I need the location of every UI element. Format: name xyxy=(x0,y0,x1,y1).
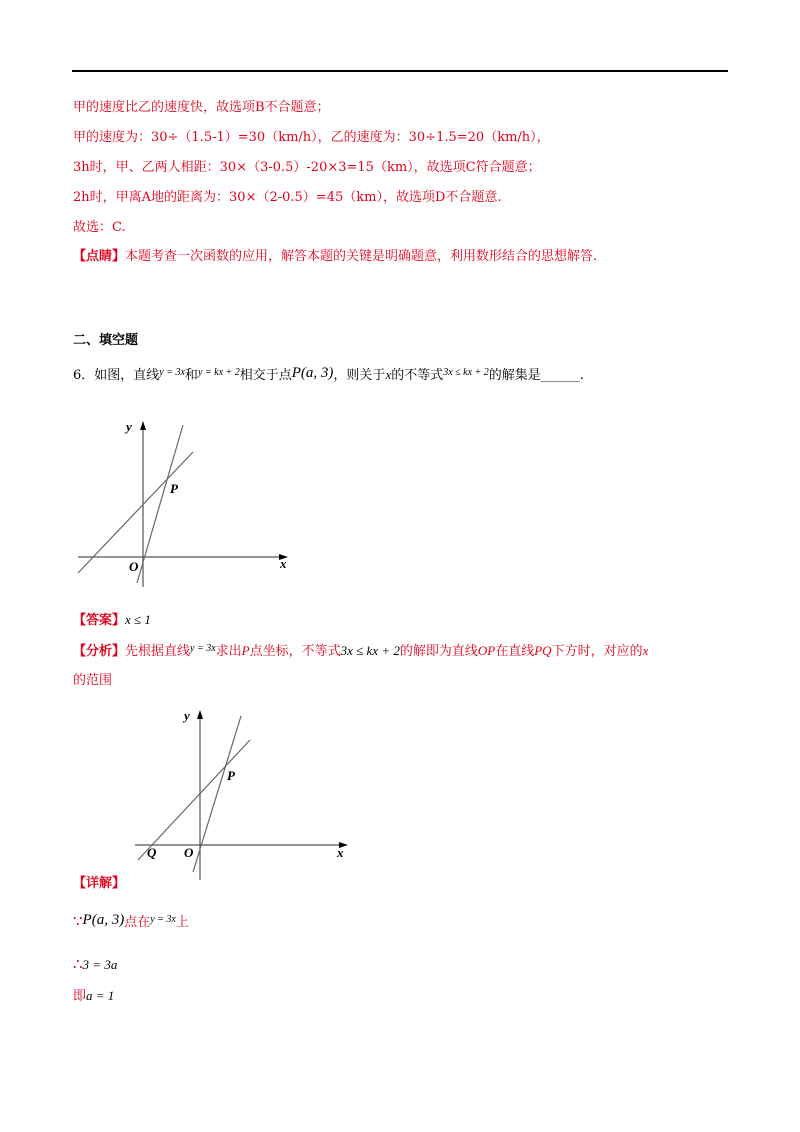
analysis-op: OP xyxy=(477,643,496,658)
solution-line-2: 甲的速度为：30÷（1.5-1）=30（km/h），乙的速度为：30÷1.5=20（km/h）， xyxy=(73,130,550,145)
question-text-5: 的不等式 xyxy=(391,368,444,383)
therefore-symbol: ∴ xyxy=(73,955,83,973)
analysis-text-3: 点坐标，不等式 xyxy=(249,644,341,659)
detail-line-1 xyxy=(73,912,189,933)
inequality: 3x ≤ kx + 2 xyxy=(443,367,489,378)
detail-tag: 【详解】 xyxy=(73,876,126,891)
answer-value: x ≤ 1 xyxy=(125,612,151,627)
answer-line xyxy=(73,611,151,630)
detail-result: a = 1 xyxy=(86,988,115,1003)
question-text-1: 如图，直线 xyxy=(94,368,160,383)
fig1-origin-label: O xyxy=(129,559,139,574)
solution-line-1: 甲的速度比乙的速度快，故选项B不合题意； xyxy=(73,100,330,115)
analysis-equation: y = 3x xyxy=(190,643,216,654)
variable-x: x xyxy=(385,367,392,382)
point-p: P(a, 3) xyxy=(291,365,334,381)
fig2-y-label: y xyxy=(184,708,190,723)
detail-ji: 即 xyxy=(73,989,87,1004)
detail-text-1: 点在 xyxy=(124,915,151,930)
analysis-line-2: 的范围 xyxy=(73,673,113,688)
fig2-x-label: x xyxy=(337,845,344,860)
analysis-text-1: 先根据直线 xyxy=(125,644,191,659)
analysis-text-2: 求出 xyxy=(215,644,242,659)
comment-text: 本题考查一次函数的应用，解答本题的关键是明确题意，利用数形结合的思想解答. xyxy=(125,249,598,264)
detail-text-2: 上 xyxy=(175,915,189,930)
analysis-text-5: 在直线 xyxy=(495,644,535,659)
solution-line-3: 3h时，甲、乙两人相距：30×（3-0.5）-20×3=15（km），故选项C符合题意； xyxy=(73,160,541,175)
analysis-text-4: 的解即为直线 xyxy=(399,644,478,659)
question-number: 6． xyxy=(73,368,95,383)
detail-point: P(a, 3) xyxy=(82,912,125,928)
fig2-point-label: P xyxy=(227,768,235,783)
question-text-6: 的解集是______. xyxy=(488,368,584,383)
fig1-point-label: P xyxy=(170,481,178,496)
question-6 xyxy=(73,366,584,386)
equation-2: y = kx + 2 xyxy=(197,367,240,378)
comment-line xyxy=(73,248,597,266)
solution-line-4: 2h时，甲离A地的距离为：30×（2-0.5）=45（km），故选项D不合题意. xyxy=(73,190,502,205)
fig1-y-label: y xyxy=(126,419,132,434)
analysis-inequality: 3x ≤ kx + 2 xyxy=(340,643,400,658)
question-text-4: ，则关于 xyxy=(333,368,386,383)
analysis-tag: 【分析】 xyxy=(73,644,126,659)
figure-2 xyxy=(130,700,360,885)
because-symbol: ∵ xyxy=(73,912,83,930)
equation-1: y = 3x xyxy=(159,367,185,378)
section-title: 二、填空题 xyxy=(73,333,139,348)
analysis-text-6: 下方时，对应的 xyxy=(551,644,643,659)
solution-line-5: 故选：C. xyxy=(73,220,126,235)
analysis-pq: PQ xyxy=(534,643,552,658)
detail-line-3 xyxy=(73,987,114,1006)
question-text-2: 和 xyxy=(184,368,198,383)
header-rule xyxy=(72,70,728,72)
fig2-origin-label: O xyxy=(184,845,194,860)
fig2-q-label: Q xyxy=(147,845,157,860)
question-text-3: 相交于点 xyxy=(239,368,292,383)
comment-tag: 【点睛】 xyxy=(73,249,126,264)
detail-equation: y = 3x xyxy=(150,914,176,925)
figure-1 xyxy=(70,415,300,590)
detail-calc: 3 = 3a xyxy=(82,957,118,972)
analysis-line xyxy=(73,642,648,662)
answer-tag: 【答案】 xyxy=(73,613,126,628)
analysis-var: x xyxy=(642,643,649,658)
fig1-x-label: x xyxy=(280,556,287,571)
analysis-point: P xyxy=(241,643,250,658)
detail-line-2 xyxy=(73,955,117,975)
